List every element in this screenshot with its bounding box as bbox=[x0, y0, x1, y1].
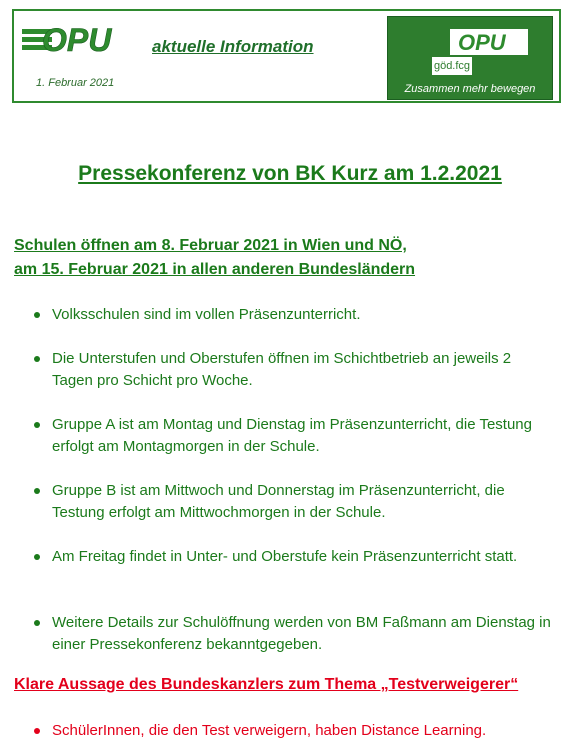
badge-slogan: Zusammen mehr bewegen bbox=[404, 83, 536, 95]
list-item-text: Am Freitag findet in Unter- und Oberstufe kein Präsenzunterricht statt. bbox=[52, 548, 518, 565]
bullet-icon bbox=[34, 312, 40, 318]
goed-fcg-label: göd.fcg bbox=[432, 57, 472, 75]
header-box bbox=[12, 9, 561, 103]
goed-fcg-badge bbox=[387, 16, 553, 100]
list-item-text: Gruppe B ist am Mittwoch und Donnerstag im Präsenzunterricht, die Testung erfolgt am Mittwochmorgen in der Schule. bbox=[52, 482, 505, 521]
bullet-icon bbox=[34, 356, 40, 362]
bullet-icon bbox=[34, 728, 40, 734]
page-headline: Pressekonferenz von BK Kurz am 1.2.2021 bbox=[78, 162, 502, 185]
badge-opu-logo bbox=[450, 29, 528, 55]
list-item-text: Die Unterstufen und Oberstufen öffnen im Schichtbetrieb an jeweils 2 Tagen pro Schicht pro Woche. bbox=[52, 350, 512, 389]
opu-logo bbox=[22, 23, 152, 55]
bullet-icon bbox=[34, 554, 40, 560]
section1-heading bbox=[14, 234, 566, 282]
list-item-text: Volksschulen sind im vollen Präsenzunterricht. bbox=[52, 306, 361, 323]
opu-logo-text: OPU bbox=[42, 23, 112, 55]
list-item-text: SchülerInnen, die den Test verweigern, haben Distance Learning. bbox=[52, 722, 487, 739]
section1-heading-line2: am 15. Februar 2021 in allen anderen Bundesländern bbox=[14, 261, 416, 278]
section2-heading: Klare Aussage des Bundeskanzlers zum Thema „Testverweigerer“ bbox=[14, 676, 519, 693]
header-title: aktuelle Information bbox=[152, 37, 314, 56]
section1-heading-line1: Schulen öffnen am 8. Februar 2021 in Wien und NÖ, bbox=[14, 237, 407, 254]
bullet-icon bbox=[34, 620, 40, 626]
header-date: 1. Februar 2021 bbox=[36, 77, 115, 89]
bullet-icon bbox=[34, 422, 40, 428]
badge-opu-text: OPU bbox=[458, 30, 506, 55]
bullet-icon bbox=[34, 488, 40, 494]
list-item-text: Weitere Details zur Schulöffnung werden von BM Faßmann am Dienstag in einer Pressekonferenz bekanntgegeben. bbox=[52, 614, 551, 653]
list-item-text: Gruppe A ist am Montag und Dienstag im Präsenzunterricht, die Testung erfolgt am Montagmorgen in der Schule. bbox=[52, 416, 532, 455]
